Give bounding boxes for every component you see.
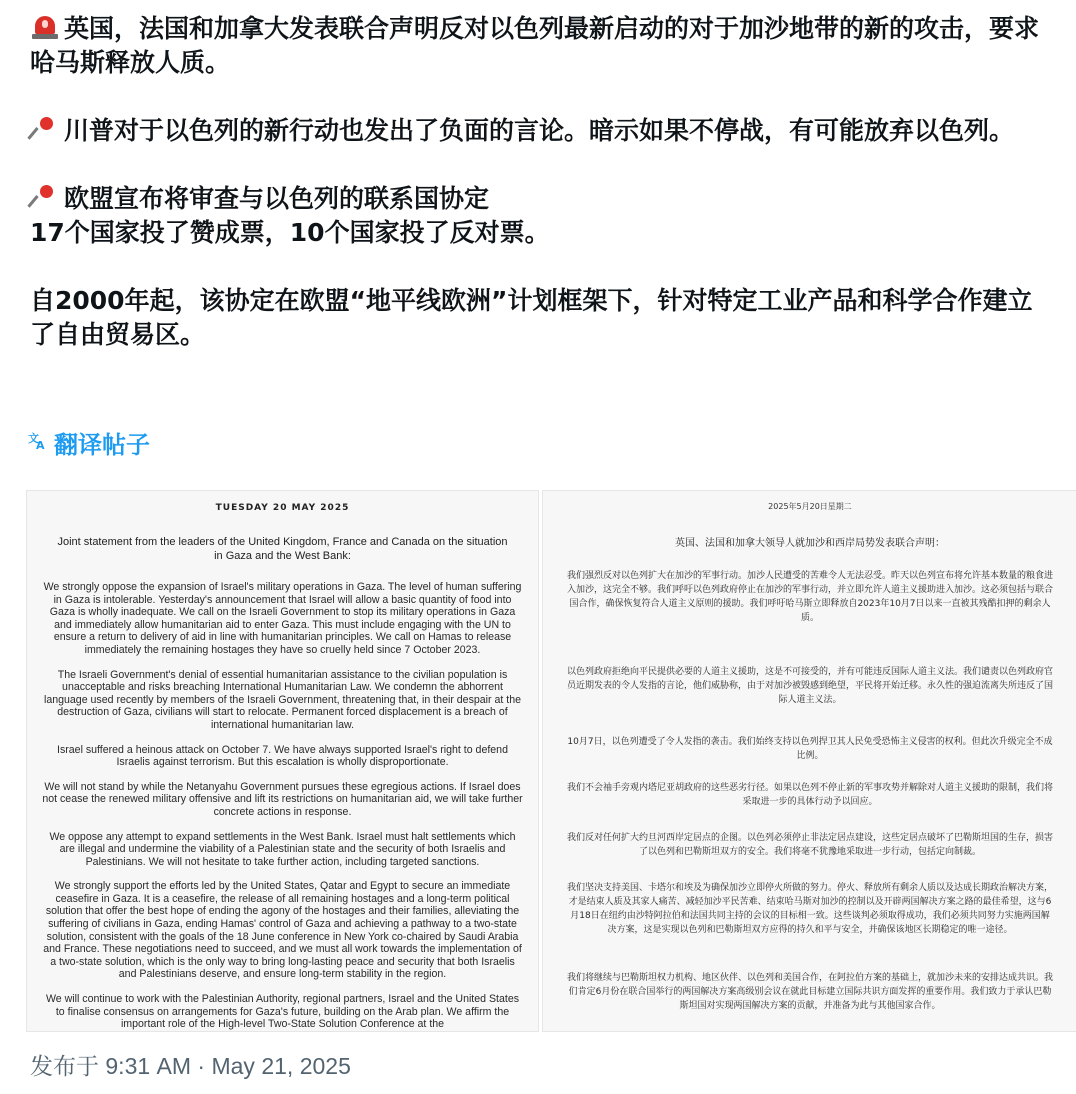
- post-paragraph: 欧盟宣布将审查与以色列的联系国协定: [30, 182, 1050, 216]
- statement-paragraph: Israel suffered a heinous attack on October 7. We have always supported Israel's right to defend Israelis against terrorism. But this escalation is wholly disproportionate.: [57, 743, 508, 769]
- statement-paragraph: 以色列政府拒绝向平民提供必要的人道主义援助，这是不可接受的，并有可能违反国际人道主义法。我们谴责以色列政府官员近期发表的令人发指的言论，他们威胁称，由于对加沙被毁感到绝望，平民将开始迁移。永久性的强迫流离失所违反了国际人道主义法。: [567, 667, 1054, 705]
- statement-image-english[interactable]: [26, 490, 539, 1032]
- rotating-light-icon: [30, 14, 60, 40]
- statement-paragraph: 我们坚决支持美国、卡塔尔和埃及为确保加沙立即停火所做的努力。停火、释放所有剩余人质以及达成长期政治解决方案，才是结束人质及其家人痛苦、减轻加沙平民苦难、结束哈马斯对加沙的控制以及开辟两国解决方案之路的最佳希望，这与6月18日在纽约由沙特阿拉伯和法国共同主持的会议的目标相一致。这些谈判必须取得成功，我们必须共同努力实施两国解决方案，这是实现以色列和巴勒斯坦双方应得的持久和平与安全，并确保该地区长期稳定的唯一途径。: [567, 883, 1054, 935]
- statement-paragraph: 我们将继续与巴勒斯坦权力机构、地区伙伴、以色列和美国合作，在阿拉伯方案的基础上，就加沙未来的安排达成共识。我们肯定6月份在联合国举行的两国解决方案高级别会议在就此目标建立国际共识方面发挥的重要作用。我们致力于承认巴勒斯坦国对实现两国解决方案的贡献，并准备为此与其他国家合作。: [567, 973, 1054, 1011]
- post-text: [30, 12, 1050, 352]
- statement-date: TUESDAY 20 MAY 2025: [215, 503, 350, 513]
- statement-title: Joint statement from the leaders of the United Kingdom, France and Canada on the situation in Gaza and the West Bank:: [57, 536, 508, 562]
- post-paragraph: 17个国家投了赞成票，10个国家投了反对票。: [30, 218, 550, 247]
- statement-paragraph: We strongly support the efforts led by the United States, Qatar and Egypt to secure an immediate ceasefire in Gaza. It is a ceasefire, the release of all remaining hostages and a long-term political solution that offer the best hope of ending the agony of the hostages and their families, alleviating the suffering of civilians in Gaza, ending Hamas' control of Gaza and achieving a pathway to a two-state solution, consistent with the goals of the 18 June conference in New York co-chaired by Saudi Arabia and France. These negotiations need to succeed, and we must all work towards the implementation of a two-state solution, which is the only way to bring long-lasting peace and security that both Israelis and Palestinians deserve, and ensure long-term stability in the region.: [43, 880, 522, 981]
- statement-paragraph: 我们强烈反对以色列扩大在加沙的军事行动。加沙人民遭受的苦难令人无法忍受。昨天以色列宣布将允许基本数量的粮食进入加沙，这完全不够。我们呼吁以色列政府停止在加沙的军事行动，并立即允许人道主义援助进入加沙。这必须包括与联合国合作，确保恢复符合人道主义原则的援助。我们呼吁哈马斯立即释放自2023年10月7日以来一直被其残酷扣押的剩余人质。: [567, 571, 1054, 623]
- statement-image-chinese[interactable]: [542, 490, 1076, 1032]
- statement-paragraph: We oppose any attempt to expand settlements in the West Bank. Israel must halt settlements which are illegal and undermine the viability of a Palestinian state and the security of both Israelis and Palestinians. We will not hesitate to take further action, including targeted sanctions.: [49, 830, 516, 868]
- statement-paragraph: 我们反对任何扩大约旦河西岸定居点的企图。以色列必须停止非法定居点建设，这些定居点破坏了巴勒斯坦国的生存，损害了以色列和巴勒斯坦双方的安全。我们将毫不犹豫地采取进一步行动，包括定向制裁。: [567, 833, 1054, 857]
- post-paragraph: 英国，法国和加拿大发表联合声明反对以色列最新启动的对于加沙地带的新的攻击，要求哈马斯释放人质。: [30, 14, 1040, 77]
- translate-post-link[interactable]: [28, 424, 150, 460]
- pushpin-icon: [30, 184, 60, 210]
- post-paragraph: 川普对于以色列的新行动也发出了负面的言论。暗示如果不停战，有可能放弃以色列。: [30, 114, 1050, 148]
- pushpin-icon: [30, 116, 60, 142]
- post-timestamp[interactable]: 发布于 9:31 AM · May 21, 2025: [30, 1053, 351, 1079]
- translate-label: 翻译帖子: [54, 430, 150, 459]
- statement-title: 英国、法国和加拿大领导人就加沙和西岸局势发表联合声明：: [675, 538, 945, 549]
- statement-paragraph: We will not stand by while the Netanyahu Government pursues these egregious actions. If Israel does not cease the renewed military offensive and lift its restrictions on humanitarian aid, we will take further concrete actions in response.: [42, 780, 523, 818]
- post-media[interactable]: [26, 490, 1076, 1030]
- statement-paragraph: The Israeli Government's denial of essential humanitarian assistance to the civilian population is unacceptable and risks breaching International Humanitarian Law. We condemn the abhorrent language used recently by members of the Israeli Government, threatening that, in their despair at the destruction of Gaza, civilians will start to relocate. Permanent forced displacement is a breach of international humanitarian law.: [44, 668, 521, 731]
- statement-paragraph: We strongly oppose the expansion of Israel's military operations in Gaza. The level of human suffering in Gaza is intolerable. Yesterday's announcement that Israel will allow a basic quantity of food into Gaza is wholly inadequate. We call on the Israeli Government to stop its military operations in Gaza and immediately allow humanitarian aid to enter Gaza. This must include engaging with the UN to ensure a return to delivery of aid in line with humanitarian principles. We call on Hamas to release immediately the remaining hostages they have so cruelly held since 7 October 2023.: [43, 581, 522, 656]
- post-paragraph: 自2000年起，该协定在欧盟“地平线欧洲”计划框架下，针对特定工业产品和科学合作建立了自由贸易区。: [30, 286, 1033, 349]
- statement-date: 2025年5月20日星期二: [768, 502, 852, 511]
- statement-paragraph: 我们不会袖手旁观内塔尼亚胡政府的这些恶劣行径。如果以色列不停止新的军事攻势并解除对人道主义援助的限制，我们将采取进一步的具体行动予以回应。: [567, 783, 1054, 807]
- translate-icon: 文 A: [28, 432, 45, 452]
- statement-paragraph: 10月7日，以色列遭受了令人发指的袭击。我们始终支持以色列捍卫其人民免受恐怖主义侵害的权利。但此次升级完全不成比例。: [567, 737, 1053, 761]
- statement-paragraph: We will continue to work with the Palestinian Authority, regional partners, Israel and the United States to finalise consensus on arrangements for Gaza's future, building on the Arab plan. We affirm the important role of the High-level Two-State Solution Conference at the: [45, 993, 520, 1031]
